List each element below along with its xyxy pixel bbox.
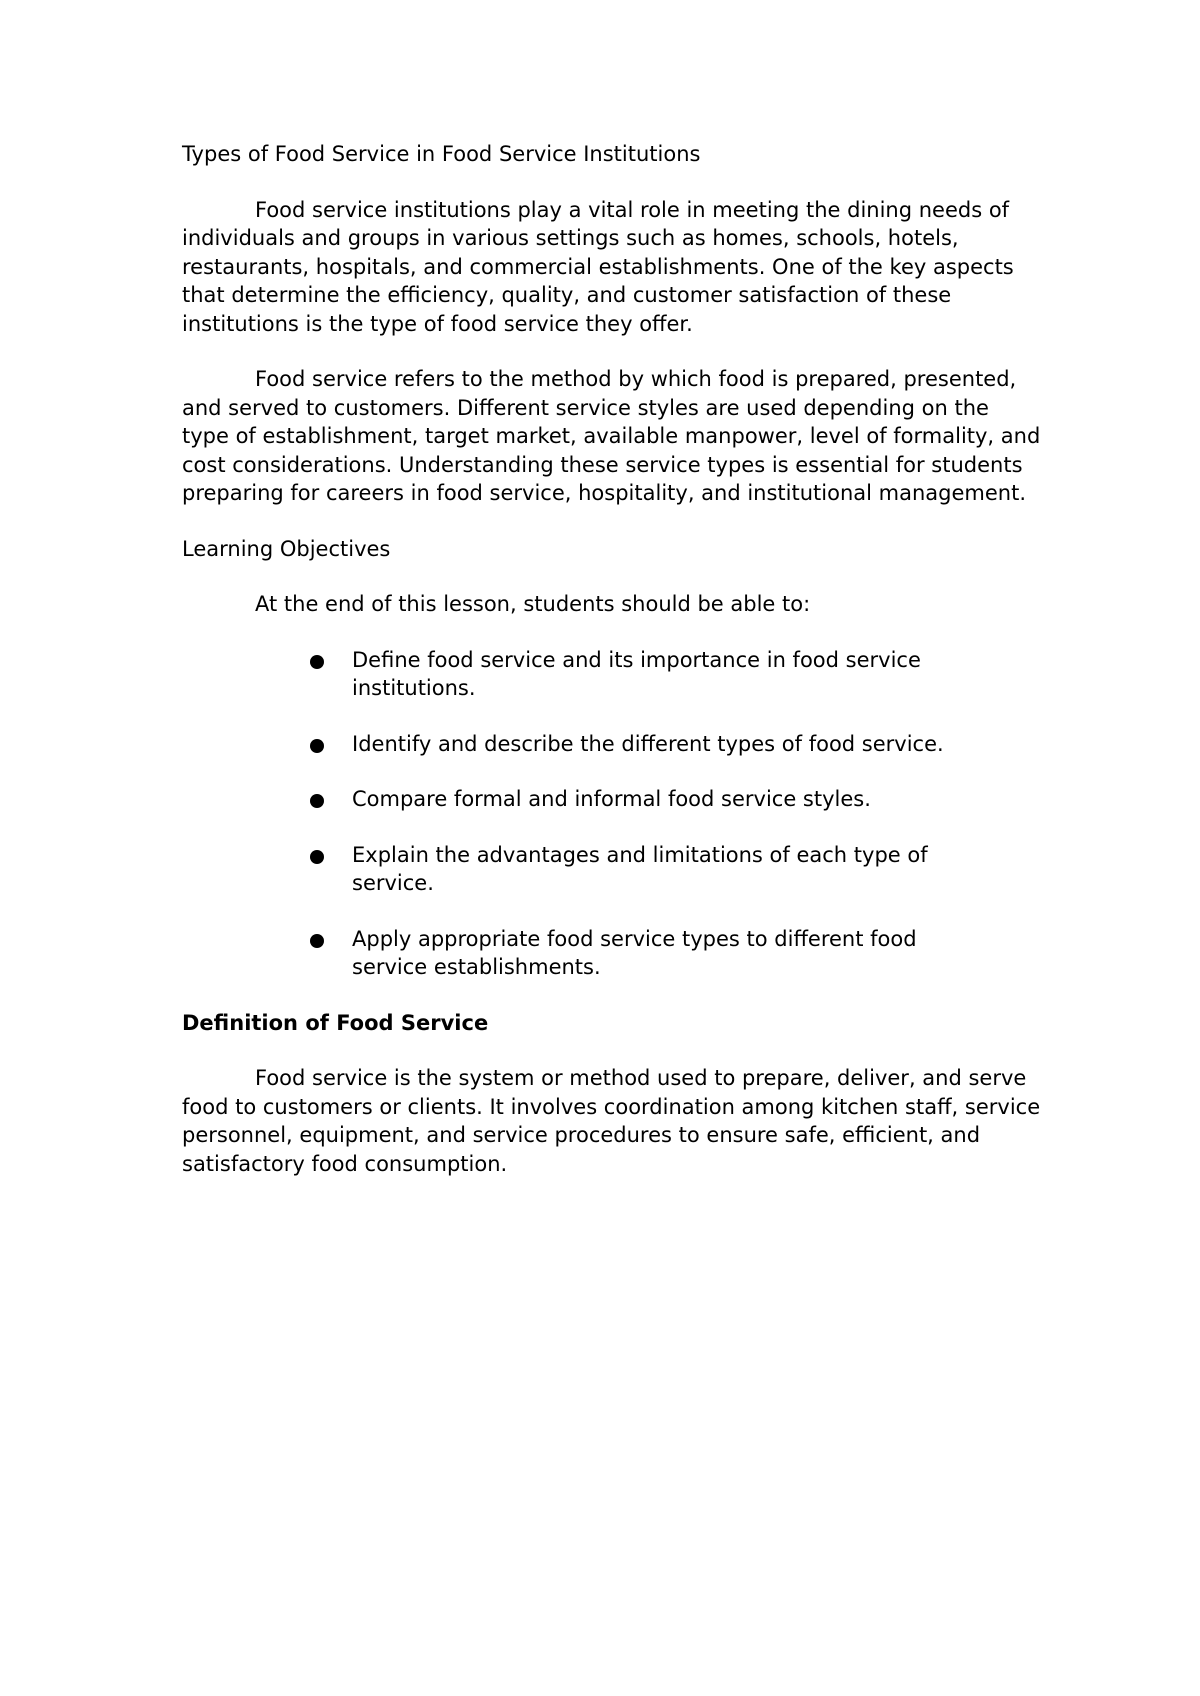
list-item xyxy=(352,785,972,814)
bullet-icon xyxy=(310,850,324,864)
list-item xyxy=(352,730,972,759)
bullet-icon xyxy=(310,655,324,669)
bullet-icon xyxy=(310,934,324,948)
objective-text: Apply appropriate food service types to different food service establishments. xyxy=(352,926,917,979)
objective-text: Compare formal and informal food service styles. xyxy=(352,787,871,811)
list-item xyxy=(352,841,972,898)
document-title: Types of Food Service in Food Service Institutions xyxy=(182,142,701,166)
learning-objectives-heading: Learning Objectives xyxy=(182,536,391,561)
objectives-intro: At the end of this lesson, students should be able to: xyxy=(255,592,811,616)
bullet-icon xyxy=(310,739,324,753)
intro-paragraph-1: Food service institutions play a vital role in meeting the dining needs of individuals and groups in various settings such as homes, schools, hotels, restaurants, hospitals, and commercial establishments. One of the key aspects that determine the efficiency, quality, and customer satisfaction of these institutions is the type of food service they offer. xyxy=(182,197,1014,336)
list-item xyxy=(352,646,972,703)
intro-paragraph-2: Food service refers to the method by which food is prepared, presented, and served to customers. Different service styles are used depending on the type of establishment, target market, available manpower, level of formality, and cost considerations. Understanding these service types is essential for students preparing for careers in food service, hospitality, and institutional management. xyxy=(182,367,1041,505)
definition-heading: Definition of Food Service xyxy=(182,1010,489,1035)
list-item xyxy=(352,925,972,982)
document-page xyxy=(182,140,1042,1205)
objective-text: Define food service and its importance in food service institutions. xyxy=(352,647,921,700)
bullet-icon xyxy=(310,794,324,808)
objectives-list xyxy=(182,646,1042,982)
definition-paragraph: Food service is the system or method used to prepare, deliver, and serve food to customers or clients. It involves coordination among kitchen staff, service personnel, equipment, and service procedures to ensure safe, efficient, and satisfactory food consumption. xyxy=(182,1066,1041,1176)
objective-text: Explain the advantages and limitations of each type of service. xyxy=(352,842,928,895)
objective-text: Identify and describe the different types of food service. xyxy=(352,731,944,756)
